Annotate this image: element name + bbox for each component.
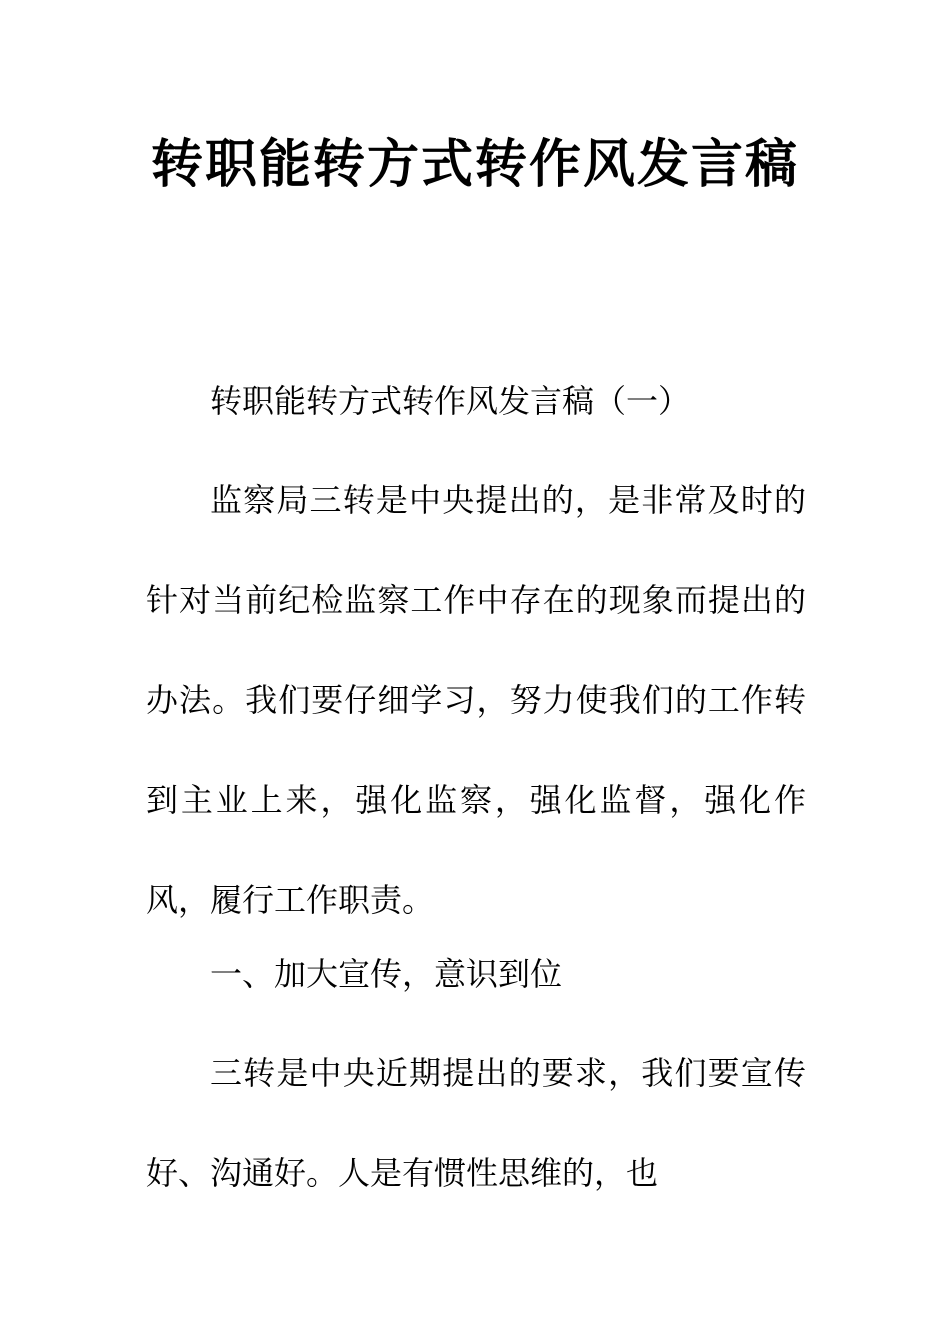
- document-body: [146, 376, 806, 1272]
- body-paragraph: 监察局三转是中央提出的，是非常及时的针对当前纪检监察工作中存在的现象而提出的办法。我们要仔细学习，努力使我们的工作转到主业上来，强化监察，强化监督，强化作风，履行工作职责。: [146, 481, 806, 919]
- section-heading: 一、加大宣传，意识到位: [210, 955, 563, 993]
- document-title: 转职能转方式转作风发言稿: [150, 135, 799, 195]
- subtitle-paragraph: 转职能转方式转作风发言稿（一）: [210, 382, 691, 420]
- body-paragraph: 三转是中央近期提出的要求，我们要宣传好、沟通好。人是有惯性思维的，也: [146, 1054, 806, 1192]
